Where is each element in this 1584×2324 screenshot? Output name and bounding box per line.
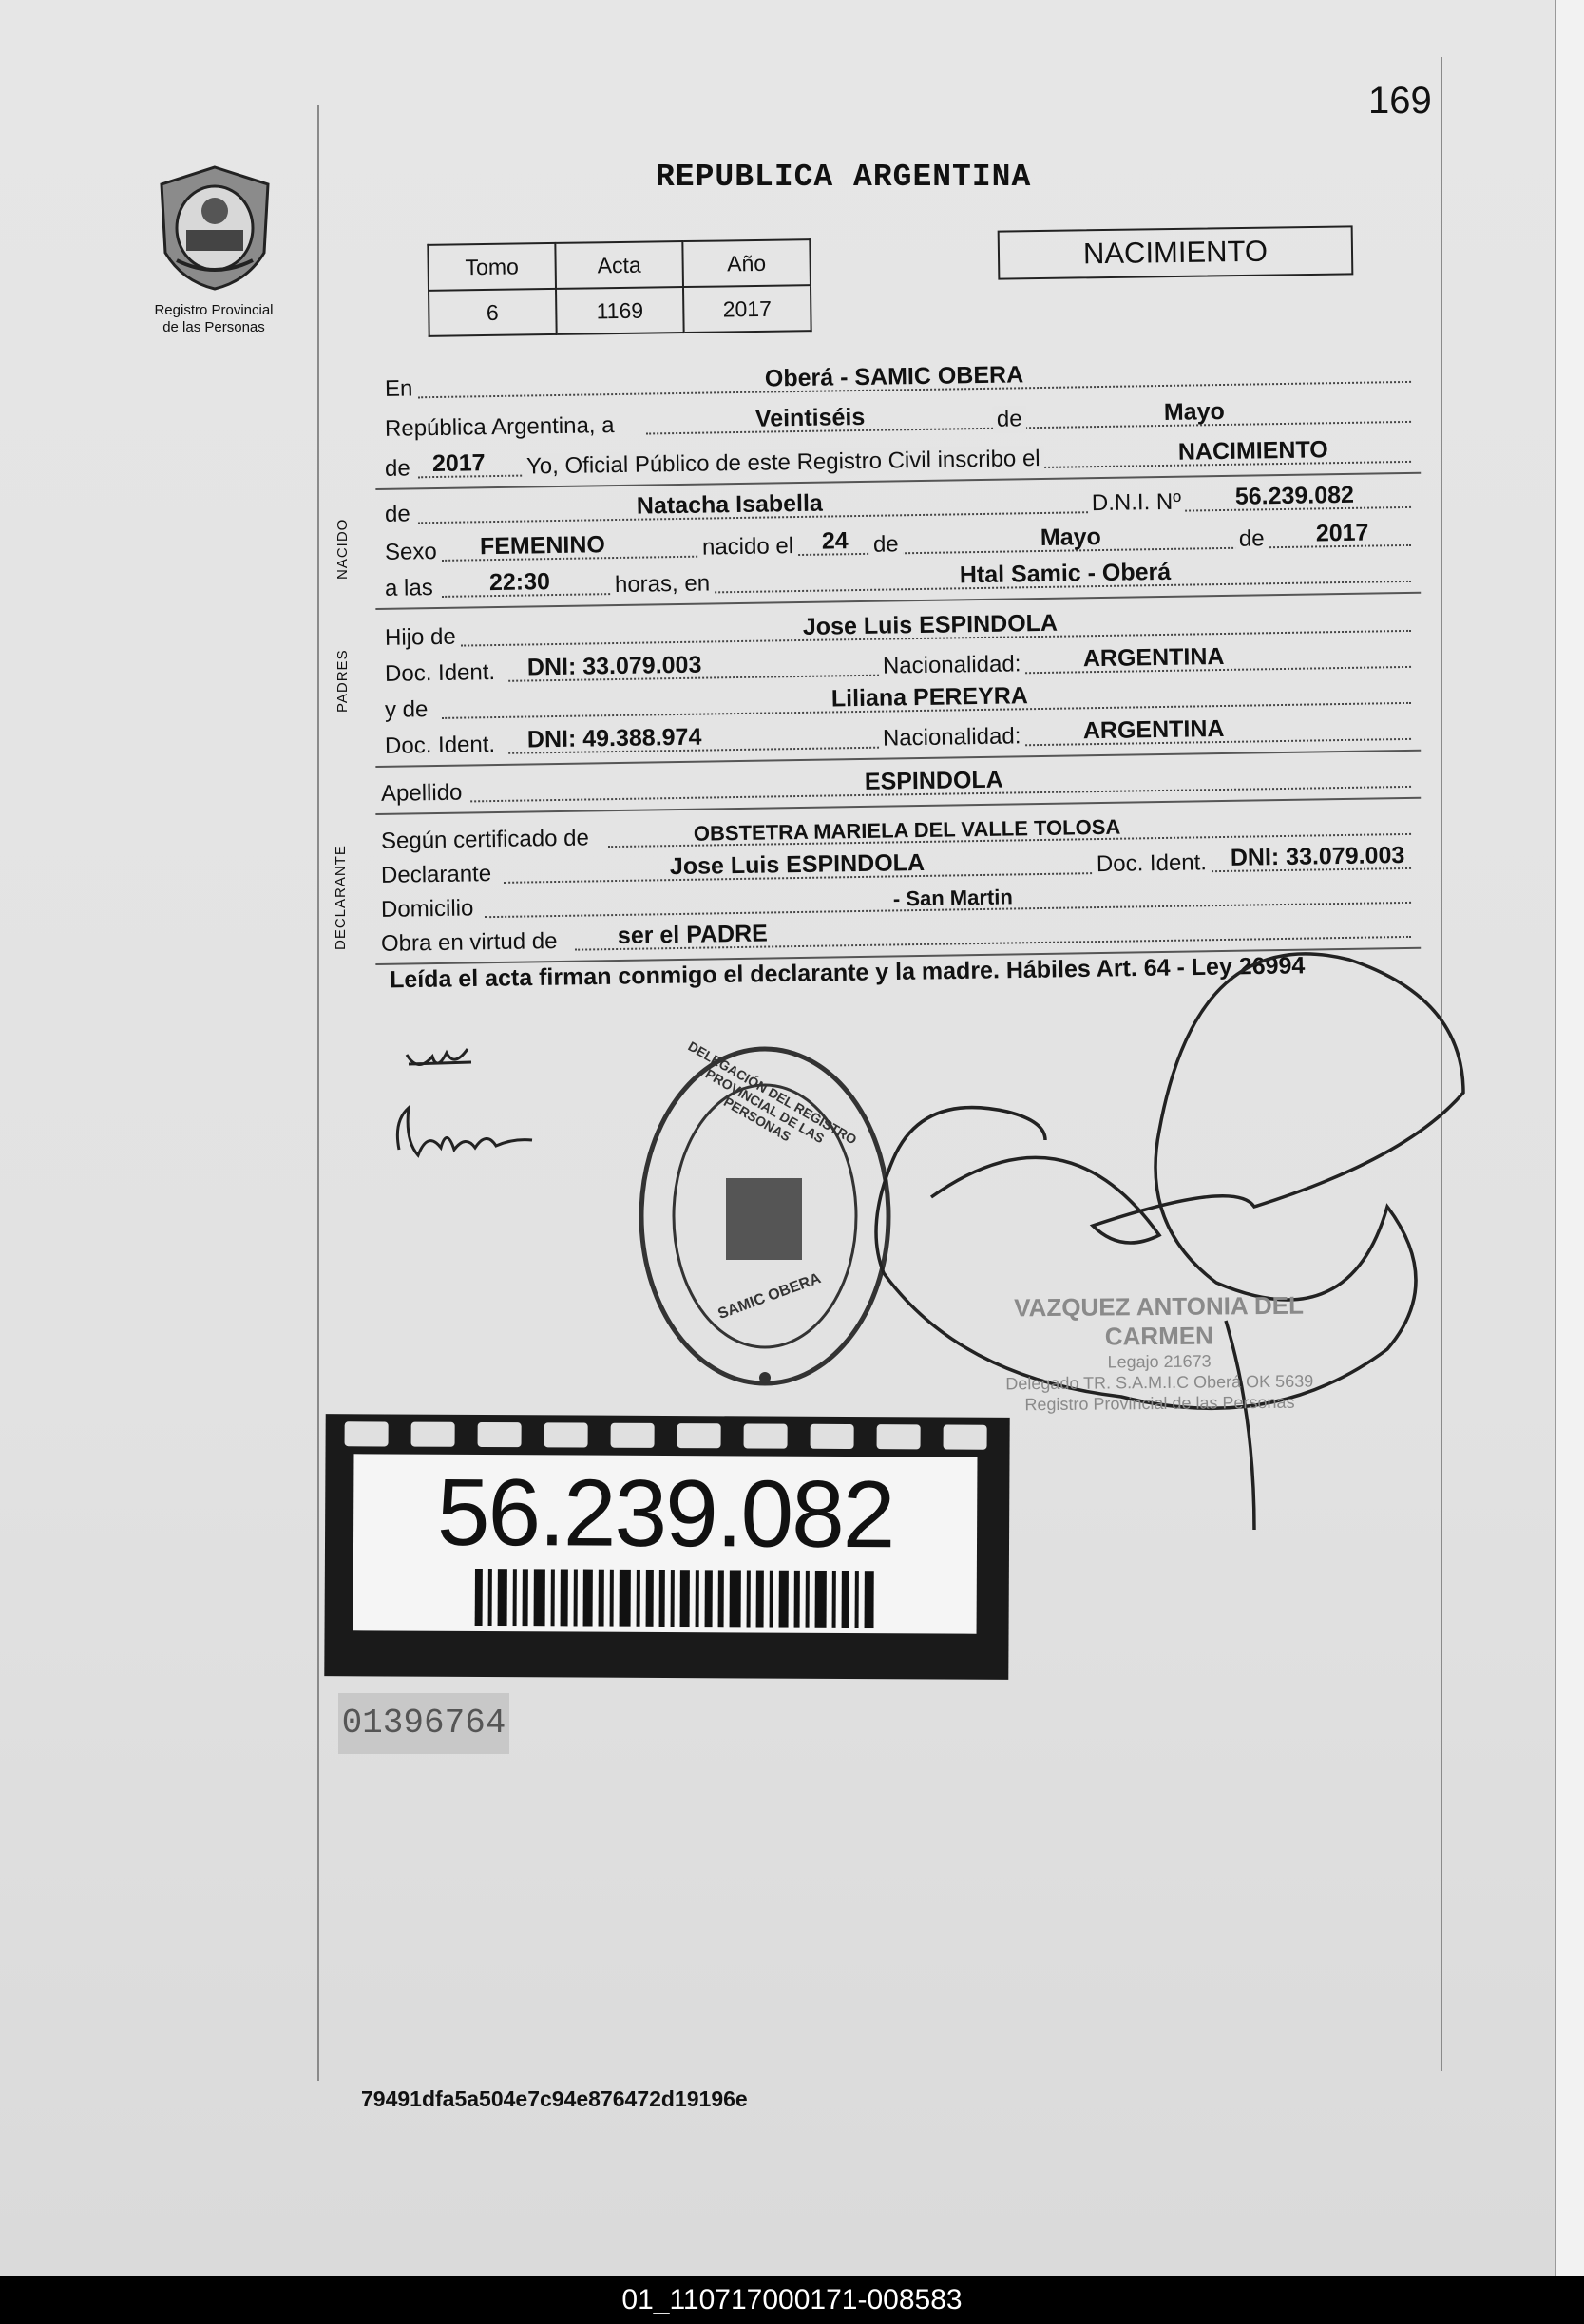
- sticker-pattern-top: [326, 1414, 1010, 1456]
- official-registry: Registro Provincial de las Personas: [1024, 1392, 1295, 1415]
- day-value: Veintiséis: [754, 403, 866, 432]
- side-label-padres: PADRES: [334, 649, 351, 713]
- row-inscribo: de 2017 Yo, Oficial Público de este Registro Civil inscribo el NACIMIENTO: [375, 434, 1421, 485]
- declarant-signatures: [380, 1036, 570, 1188]
- record-type-box: NACIMIENTO: [998, 225, 1354, 279]
- row-sexo: Sexo FEMENINO nacido el 24 de Mayo de 2017: [375, 518, 1421, 568]
- official-legajo: Legajo 21673: [1107, 1351, 1212, 1372]
- surname-value: ESPINDOLA: [864, 766, 1003, 795]
- row-name: de Natacha Isabella D.N.I. Nº 56.239.082: [375, 480, 1421, 530]
- certificate-value: OBSTETRA MARIELA DEL VALLE TOLOSA: [693, 814, 1121, 846]
- row-mother-doc: Doc. Ident. DNI: 49.388.974 Nacionalidad: ARGENTINA: [375, 712, 1421, 762]
- birth-year-value: 2017: [1315, 519, 1369, 547]
- table-header-acta: Acta: [555, 241, 683, 289]
- serial-number: 01396764: [338, 1693, 509, 1754]
- row-obra: Obra en virtud de ser el PADRE: [375, 909, 1421, 960]
- row-father-doc: Doc. Ident. DNI: 33.079.003 Nacionalidad: ARGENTINA: [375, 639, 1421, 690]
- seal-ring-text: DELEGACIÓN DEL REGISTRO PROVINCIAL DE LAS PERSONAS: [685, 1038, 860, 1148]
- official-name: VAZQUEZ ANTONIA DEL CARMEN: [1014, 1290, 1305, 1351]
- birth-place-value: Htal Samic - Oberá: [959, 558, 1172, 589]
- table-header-tomo: Tomo: [428, 243, 556, 291]
- father-name-value: Jose Luis ESPINDOLA: [802, 609, 1059, 640]
- row-en: En Oberá - SAMIC OBERA: [375, 354, 1421, 405]
- birth-month-value: Mayo: [1040, 524, 1101, 552]
- official-stamp-text: [978, 1290, 1340, 1415]
- registry-name: Registro Provincial de las Personas: [154, 302, 274, 335]
- record-table: [427, 238, 811, 337]
- father-nationality-value: ARGENTINA: [1082, 642, 1225, 673]
- table-value-acta: 1169: [556, 287, 684, 334]
- id-sticker: [324, 1414, 1009, 1680]
- row-apellido: Apellido ESPINDOLA: [375, 759, 1421, 810]
- row-yde: y de Liliana PEREYRA: [375, 676, 1421, 726]
- row-domicilio: Domicilio - San Martin: [375, 875, 1421, 925]
- row-declarante: Declarante Jose Luis ESPINDOLA Doc. Ident. DNI: 33.079.003: [375, 841, 1421, 891]
- sticker-number: 56.239.082: [436, 1458, 894, 1569]
- side-label-declarante: DECLARANTE: [333, 845, 349, 950]
- month-value: Mayo: [1163, 397, 1225, 426]
- declarant-doc-value: DNI: 33.079.003: [1230, 841, 1405, 871]
- row-hijo: Hijo de Jose Luis ESPINDOLA: [375, 603, 1421, 654]
- left-margin-line: [317, 105, 319, 2081]
- footer-id-bar: 01_110717000171-008583: [0, 2276, 1584, 2324]
- official-delegation: Delegado TR. S.A.M.I.C Oberá OK 5639: [1005, 1371, 1314, 1394]
- year-value: 2017: [431, 449, 486, 478]
- table-header-ano: Año: [682, 239, 811, 287]
- document-hash: 79491dfa5a504e7c94e876472d19196e: [361, 2086, 748, 2111]
- barcode: [475, 1569, 874, 1628]
- table-value-tomo: 6: [429, 289, 557, 336]
- side-label-nacido: NACIDO: [334, 518, 351, 580]
- sex-value: FEMENINO: [479, 531, 606, 561]
- father-doc-value: DNI: 33.079.003: [526, 651, 702, 681]
- table-value-ano: 2017: [683, 285, 811, 333]
- country-title: REPUBLICA ARGENTINA: [656, 160, 1032, 195]
- sticker-label: [353, 1454, 978, 1633]
- declarant-value: Jose Luis ESPINDOLA: [669, 848, 926, 881]
- mother-nationality-value: ARGENTINA: [1082, 714, 1225, 745]
- seal-bottom-text: SAMIC OBERA: [716, 1270, 824, 1323]
- row-hora: a las 22:30 horas, en Htal Samic - Oberá: [375, 554, 1421, 604]
- child-name-value: Natacha Isabella: [636, 489, 824, 520]
- capacity-value: ser el PADRE: [617, 920, 769, 949]
- page-edge: [1555, 0, 1584, 2276]
- closing-text: Leída el acta firman conmigo el declarante y la madre. Hábiles Art. 64 - Ley 26994: [389, 952, 1306, 994]
- event-value: NACIMIENTO: [1177, 436, 1328, 466]
- birth-time-value: 22:30: [488, 568, 551, 597]
- row-republica: República Argentina, a Veintiséis de Mayo: [375, 394, 1421, 445]
- row-certificado: Según certificado de OBSTETRA MARIELA DEL VALLE TOLOSA: [375, 807, 1421, 857]
- birth-day-value: 24: [821, 527, 849, 555]
- mother-name-value: Liliana PEREYRA: [830, 682, 1029, 713]
- child-dni-value: 56.239.082: [1234, 481, 1355, 510]
- place-value: Oberá - SAMIC OBERA: [764, 361, 1024, 392]
- coat-of-arms-logo: [152, 162, 277, 295]
- page-number: 169: [1368, 80, 1432, 122]
- address-value: - San Martin: [892, 885, 1013, 911]
- mother-doc-value: DNI: 49.388.974: [526, 723, 702, 753]
